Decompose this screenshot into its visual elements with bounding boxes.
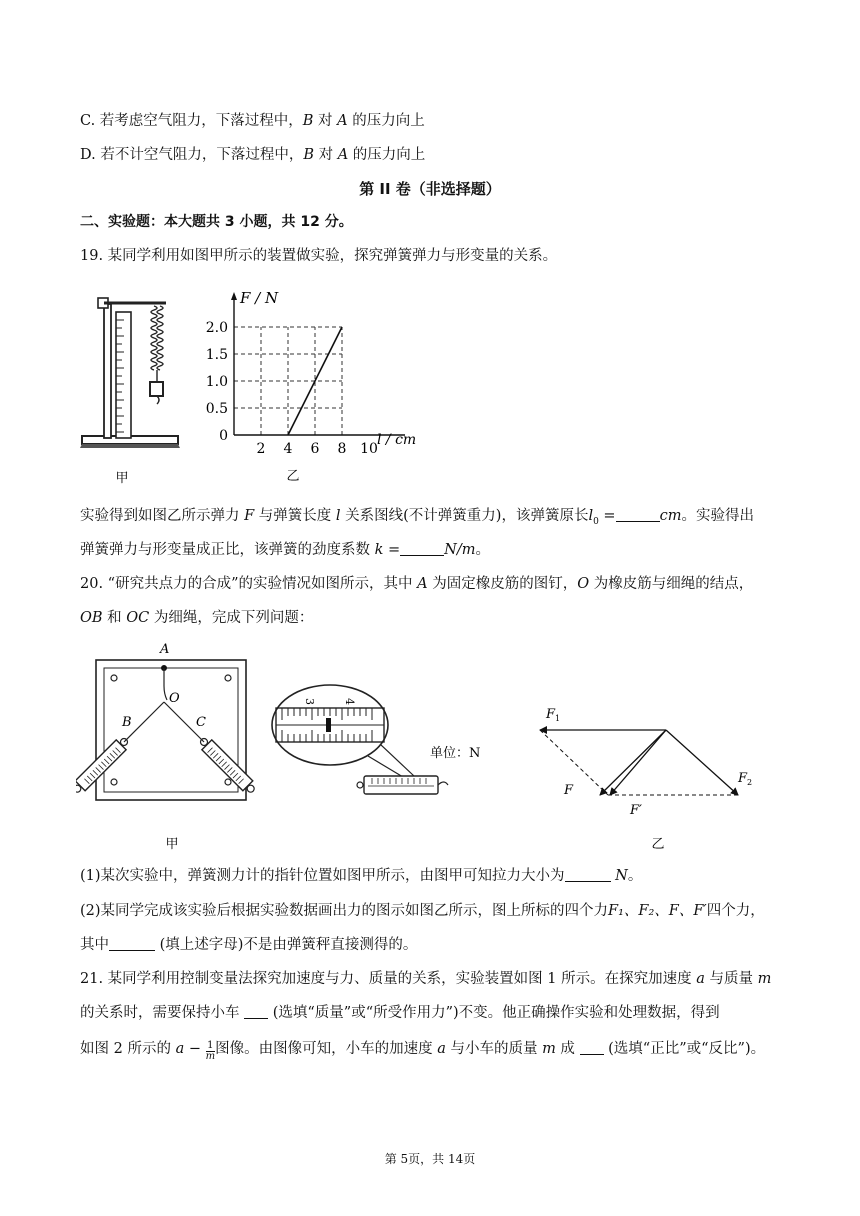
unit-nm: N/m (444, 542, 476, 558)
scale-num-4: 4 (343, 698, 356, 705)
option-c (80, 111, 425, 131)
weight (150, 382, 163, 396)
page-footer: 第 5页，共 14页 (384, 1152, 476, 1166)
label-b: B (122, 715, 132, 730)
stand-base-edge (80, 444, 180, 448)
weight-hook (157, 396, 159, 404)
option-d-text: D. 若不计空气阻力，下落过程中， (80, 147, 304, 163)
text: 四个力， (706, 903, 765, 919)
q20-line1 (80, 574, 753, 594)
fig-label-jia: 甲 (115, 471, 129, 486)
force-f (600, 730, 666, 795)
text: (1)某次实验中，弹簧测力计的指针位置如图甲所示，由图甲可知拉力大小为 (80, 868, 565, 884)
small-scale (364, 776, 438, 794)
text: 图像。由图像可知，小车的加速度 (215, 1041, 438, 1057)
unit-cm: cm (659, 508, 682, 524)
x-tick-label: 2 (256, 441, 266, 457)
small-scale-hook (438, 782, 448, 785)
text: 与弹簧长度 (254, 508, 336, 524)
var-b: B (302, 113, 314, 129)
var-f: F (244, 508, 255, 524)
text: 。 (627, 868, 643, 884)
label-f: F (564, 783, 574, 798)
q21-line3 (80, 1039, 765, 1062)
var-oc: OC (126, 610, 150, 626)
pointer (326, 718, 331, 732)
q20-scale-zoom (268, 680, 488, 805)
text: 成 (555, 1041, 580, 1057)
fig-label-yi: 乙 (651, 837, 665, 852)
y-tick-label: 1.5 (205, 347, 228, 363)
ruler (116, 312, 131, 438)
unit-n: N (615, 868, 628, 884)
zoom-leader (380, 744, 414, 776)
var-a: A (337, 147, 349, 163)
y-tick-labels (206, 320, 228, 444)
option-c-mid: 对 (313, 113, 338, 129)
q21-line2 (80, 1003, 720, 1023)
force-f-prime (610, 730, 666, 795)
text: (2)某同学完成该实验后根据实验数据画出力的图示如图乙所示，图上所标的四个力 (80, 903, 609, 919)
section-title: 第 II 卷（非选择题） (359, 180, 501, 198)
y-tick-label: 1.0 (205, 374, 228, 390)
y-axis-arrow (231, 292, 237, 300)
var-l: l (335, 508, 341, 524)
text: 弹簧弹力与形变量成正比，该弹簧的劲度系数 (80, 542, 375, 558)
option-d (80, 145, 425, 165)
label-f-prime: F′ (630, 803, 642, 818)
small-scale-ring (357, 782, 363, 788)
y-tick-label: 2.0 (205, 320, 228, 336)
spring (151, 306, 163, 370)
q20-part2 (80, 901, 765, 921)
answer-blank-k[interactable] (400, 540, 444, 556)
text: 和 (102, 610, 127, 626)
text: 实验得到如图乙所示弹力 (80, 508, 245, 524)
q19-line1 (80, 506, 754, 532)
y-tick-label: 0 (219, 428, 228, 444)
text: (填上述字母)不是由弹簧秤直接测得的。 (155, 937, 418, 953)
var-b: B (303, 147, 314, 163)
answer-blank-variable[interactable] (244, 1003, 268, 1019)
fig-label-jia: 甲 (165, 837, 179, 852)
text: 其中 (80, 937, 109, 953)
text: 20. “研究共点力的合成”的实验情况如图所示，其中 (80, 576, 418, 592)
q20-board-figure (76, 640, 266, 855)
option-d-end: 的压力向上 (348, 147, 426, 163)
label-f2: $F_2$ (738, 771, 753, 787)
text: 与小车的质量 (445, 1041, 543, 1057)
q20-line2 (80, 608, 313, 628)
answer-blank-letter[interactable] (109, 935, 155, 951)
dashed-side-left (540, 730, 608, 795)
text: 为固定橡皮筋的图钉， (427, 576, 578, 592)
y-axis-label: F / N (240, 289, 279, 307)
force-f2 (666, 730, 738, 795)
var-a: a (175, 1041, 185, 1057)
x-tick-label: 6 (310, 441, 320, 457)
var-m: m (757, 971, 772, 987)
answer-blank-l0[interactable] (616, 506, 660, 522)
text: 与质量 (704, 971, 758, 987)
text: = (598, 508, 616, 524)
text: (选填“质量”或“所受作用力”)不变。他正确操作实验和处理数据，得到 (268, 1005, 720, 1021)
q20-force-diagram (528, 690, 768, 858)
q19-stem: 19. 某同学利用如图甲所示的装置做实验，探究弹簧弹力与形变量的关系。 (80, 248, 558, 264)
fraction-1-over-m (206, 1041, 215, 1062)
fig-label-yi: 乙 (286, 469, 300, 484)
var-a: A (337, 113, 348, 129)
x-tick-label: 10 (360, 441, 378, 457)
label-f1: $F_1$ (546, 707, 561, 723)
q19-stand-figure (80, 290, 190, 490)
var-o: O (577, 576, 590, 592)
section-heading: 二、实验题：本大题共 3 小题，共 12 分。 (80, 214, 353, 230)
var-a: a (696, 971, 705, 987)
text: 为细绳，完成下列问题： (149, 610, 314, 626)
x-axis-label: l / cm (377, 432, 417, 448)
text: 如图 2 所示的 (80, 1041, 176, 1057)
graph-grid (234, 327, 342, 435)
unit-label: 单位：N (430, 746, 481, 761)
q19-graph (205, 288, 430, 488)
var-m: m (542, 1041, 556, 1057)
text: 关系图线(不计弹簧重力)，该弹簧原长 (340, 508, 589, 524)
x-tick-label: 4 (283, 441, 293, 457)
label-c: C (196, 715, 206, 730)
subscript: 0 (593, 516, 599, 527)
board-outer (96, 660, 246, 800)
text: − (184, 1041, 206, 1057)
label-o: O (169, 691, 180, 706)
q19-line2 (80, 540, 490, 560)
answer-blank-relation[interactable] (580, 1039, 604, 1055)
var-ob: OB (80, 610, 103, 626)
answer-blank-force[interactable] (565, 866, 611, 882)
text: 为橡皮筋与细绳的结点， (589, 576, 754, 592)
option-d-mid: 对 (313, 147, 338, 163)
x-tick-labels (257, 441, 378, 457)
var-a: a (437, 1041, 446, 1057)
y-tick-label: 0.5 (205, 401, 228, 417)
var-k: k (374, 542, 384, 558)
stand-pole (104, 304, 111, 438)
label-a: A (160, 642, 170, 657)
x-tick-label: 8 (337, 441, 347, 457)
text: 21. 某同学利用控制变量法探究加速度与力、质量的关系，实验装置如图 1 所示。在探究加速度 (80, 971, 697, 987)
option-c-text: C. 若考虑空气阻力，下落过程中， (80, 113, 303, 129)
var-a: A (417, 576, 428, 592)
denominator: m (205, 1051, 216, 1062)
text: (选填“正比”或“反比”)。 (603, 1041, 766, 1057)
text: = (383, 542, 401, 558)
q20-part3 (80, 935, 417, 955)
numerator: 1 (207, 1040, 214, 1051)
text: 。 (475, 542, 490, 558)
text: 的关系时，需要保持小车 (80, 1005, 245, 1021)
q20-part1 (80, 866, 642, 886)
text: 。实验得出 (681, 508, 754, 524)
var-l0: l (588, 508, 594, 524)
scale-num-3: 3 (303, 698, 316, 705)
q21-line1 (80, 969, 771, 989)
option-c-end: 的压力向上 (347, 113, 425, 129)
force-list: F₁、F₂、F、F′ (608, 903, 707, 919)
